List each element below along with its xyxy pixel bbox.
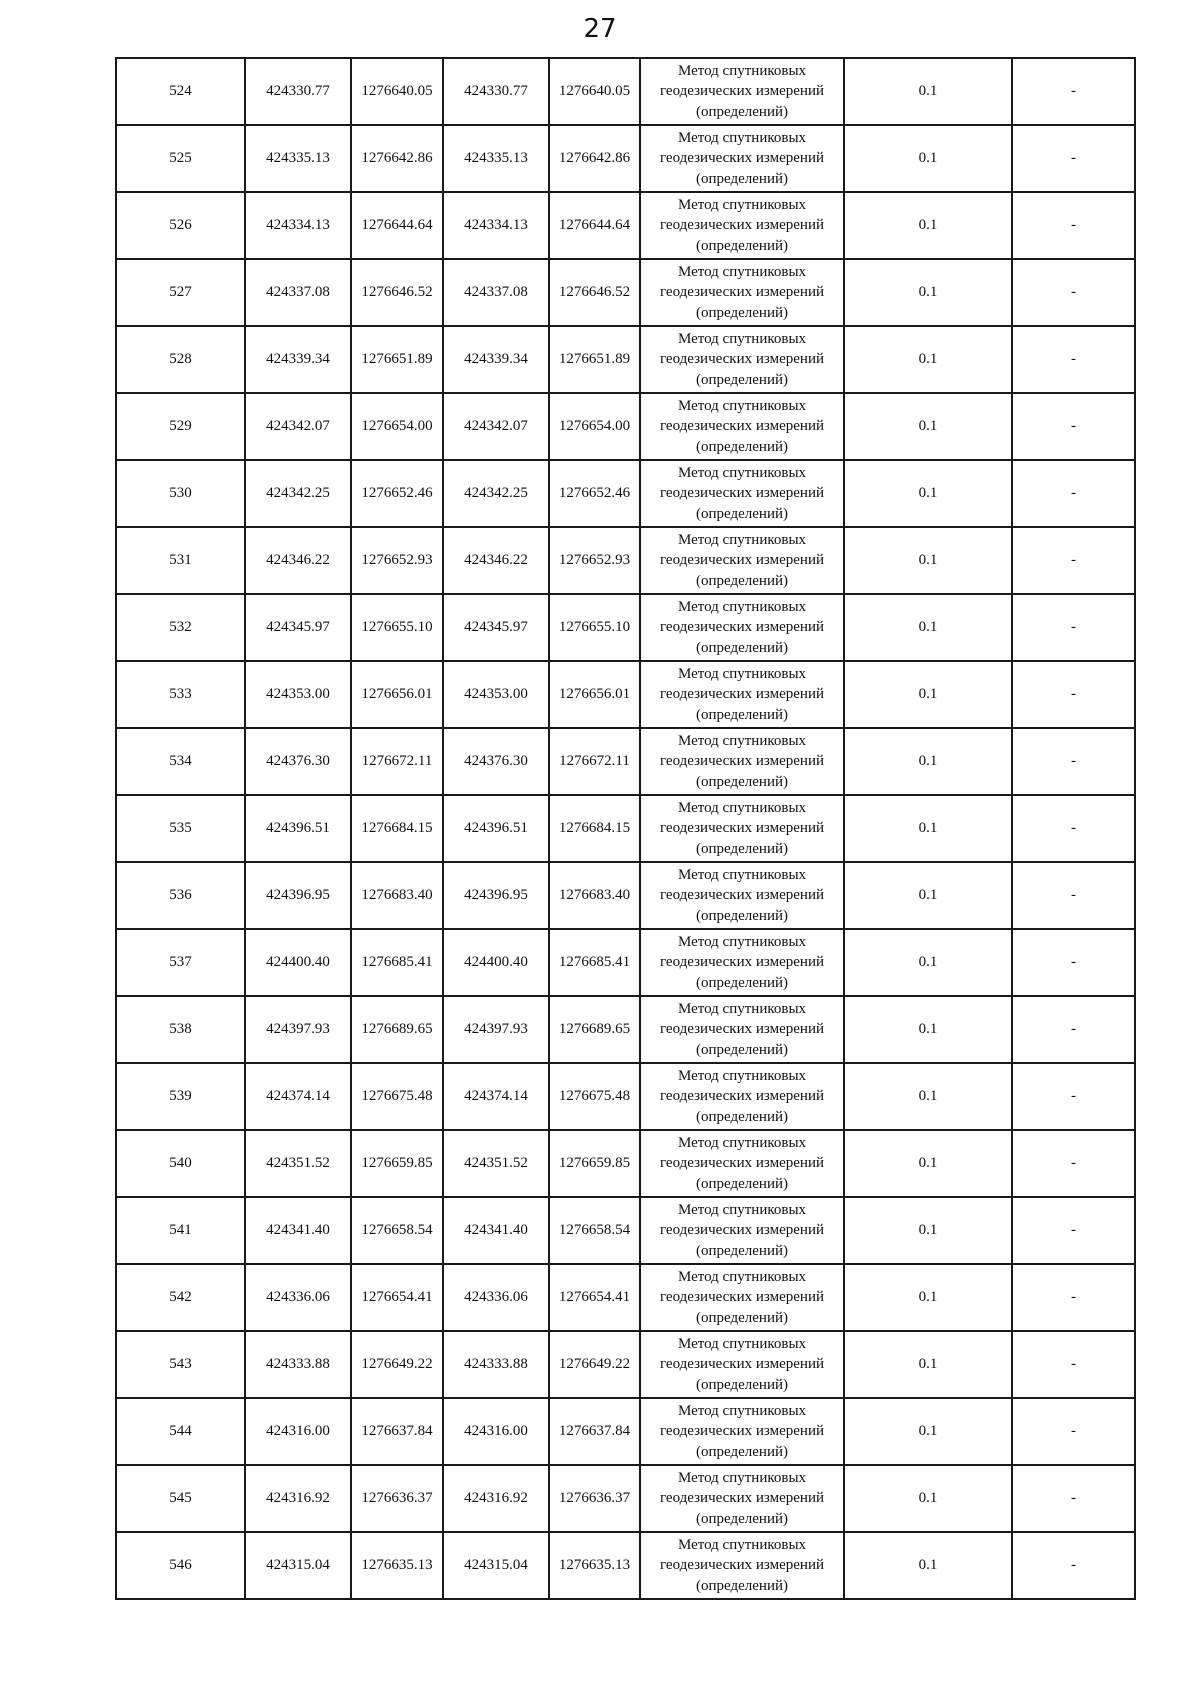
- specified-x-cell: 424396.95: [443, 862, 549, 929]
- specified-x-cell: 424342.07: [443, 393, 549, 460]
- table-row: [116, 1264, 1135, 1331]
- method-line: геодезических измерений: [659, 1356, 825, 1373]
- specified-y-cell: 1276683.40: [549, 862, 640, 929]
- specified-y-cell: 1276689.65: [549, 996, 640, 1063]
- specified-y-cell: 1276655.10: [549, 594, 640, 661]
- method-line: (определений): [696, 1577, 788, 1594]
- specified-y-cell: 1276672.11: [549, 728, 640, 795]
- method-line: (определений): [696, 170, 788, 187]
- method-line: геодезических измерений: [659, 351, 825, 368]
- existing-y-cell: 1276684.15: [351, 795, 443, 862]
- method-cell: [640, 527, 844, 594]
- point-number-cell: 543: [116, 1331, 245, 1398]
- note-cell: -: [1012, 1197, 1135, 1264]
- specified-x-cell: 424397.93: [443, 996, 549, 1063]
- note-cell: -: [1012, 795, 1135, 862]
- method-line: Метод спутниковых: [677, 1067, 807, 1084]
- existing-y-cell: 1276640.05: [351, 58, 443, 125]
- table-row: [116, 1130, 1135, 1197]
- method-line: Метод спутниковых: [677, 1000, 807, 1017]
- note-cell: -: [1012, 929, 1135, 996]
- specified-y-cell: 1276685.41: [549, 929, 640, 996]
- note-cell: -: [1012, 393, 1135, 460]
- specified-y-cell: 1276659.85: [549, 1130, 640, 1197]
- method-line: геодезических измерений: [659, 1490, 825, 1507]
- point-number-cell: 535: [116, 795, 245, 862]
- method-cell: [640, 795, 844, 862]
- method-line: геодезических измерений: [659, 83, 825, 100]
- accuracy-cell: 0.1: [844, 1465, 1012, 1532]
- specified-x-cell: 424351.52: [443, 1130, 549, 1197]
- specified-x-cell: 424374.14: [443, 1063, 549, 1130]
- existing-x-cell: 424346.22: [245, 527, 351, 594]
- accuracy-cell: 0.1: [844, 929, 1012, 996]
- existing-x-cell: 424336.06: [245, 1264, 351, 1331]
- accuracy-cell: 0.1: [844, 1264, 1012, 1331]
- method-line: (определений): [696, 572, 788, 589]
- method-line: геодезических измерений: [659, 1289, 825, 1306]
- specified-x-cell: 424316.92: [443, 1465, 549, 1532]
- existing-x-cell: 424400.40: [245, 929, 351, 996]
- note-cell: -: [1012, 1264, 1135, 1331]
- note-cell: -: [1012, 1331, 1135, 1398]
- method-line: (определений): [696, 706, 788, 723]
- specified-y-cell: 1276658.54: [549, 1197, 640, 1264]
- table-row: [116, 192, 1135, 259]
- method-line: (определений): [696, 1309, 788, 1326]
- specified-y-cell: 1276646.52: [549, 259, 640, 326]
- existing-y-cell: 1276672.11: [351, 728, 443, 795]
- method-line: Метод спутниковых: [677, 1201, 807, 1218]
- method-cell: [640, 1331, 844, 1398]
- method-line: Метод спутниковых: [677, 598, 807, 615]
- note-cell: -: [1012, 460, 1135, 527]
- method-line: геодезических измерений: [659, 887, 825, 904]
- table-row: [116, 795, 1135, 862]
- method-cell: [640, 1264, 844, 1331]
- point-number-cell: 538: [116, 996, 245, 1063]
- method-line: Метод спутниковых: [677, 1268, 807, 1285]
- method-line: (определений): [696, 773, 788, 790]
- method-line: геодезических измерений: [659, 1222, 825, 1239]
- method-cell: [640, 1465, 844, 1532]
- method-cell: [640, 1197, 844, 1264]
- method-line: геодезических измерений: [659, 1021, 825, 1038]
- method-line: (определений): [696, 1041, 788, 1058]
- existing-y-cell: 1276655.10: [351, 594, 443, 661]
- table-row: [116, 1465, 1135, 1532]
- table-row: [116, 527, 1135, 594]
- method-line: геодезических измерений: [659, 1155, 825, 1172]
- existing-y-cell: 1276652.93: [351, 527, 443, 594]
- point-number-cell: 526: [116, 192, 245, 259]
- accuracy-cell: 0.1: [844, 58, 1012, 125]
- point-number-cell: 541: [116, 1197, 245, 1264]
- method-line: геодезических измерений: [659, 284, 825, 301]
- specified-x-cell: 424336.06: [443, 1264, 549, 1331]
- accuracy-cell: 0.1: [844, 393, 1012, 460]
- accuracy-cell: 0.1: [844, 259, 1012, 326]
- existing-x-cell: 424316.92: [245, 1465, 351, 1532]
- existing-x-cell: 424374.14: [245, 1063, 351, 1130]
- method-line: (определений): [696, 1108, 788, 1125]
- accuracy-cell: 0.1: [844, 862, 1012, 929]
- table-row: [116, 460, 1135, 527]
- method-cell: [640, 58, 844, 125]
- point-number-cell: 544: [116, 1398, 245, 1465]
- specified-y-cell: 1276654.41: [549, 1264, 640, 1331]
- method-line: (определений): [696, 103, 788, 120]
- existing-x-cell: 424330.77: [245, 58, 351, 125]
- specified-y-cell: 1276684.15: [549, 795, 640, 862]
- table-row: [116, 326, 1135, 393]
- specified-y-cell: 1276644.64: [549, 192, 640, 259]
- existing-x-cell: 424353.00: [245, 661, 351, 728]
- table-row: [116, 1063, 1135, 1130]
- method-line: (определений): [696, 907, 788, 924]
- method-line: (определений): [696, 1376, 788, 1393]
- specified-y-cell: 1276640.05: [549, 58, 640, 125]
- point-number-cell: 532: [116, 594, 245, 661]
- method-line: геодезических измерений: [659, 619, 825, 636]
- method-line: геодезических измерений: [659, 150, 825, 167]
- existing-x-cell: 424315.04: [245, 1532, 351, 1599]
- specified-y-cell: 1276651.89: [549, 326, 640, 393]
- method-line: Метод спутниковых: [677, 196, 807, 213]
- existing-y-cell: 1276652.46: [351, 460, 443, 527]
- specified-y-cell: 1276656.01: [549, 661, 640, 728]
- table-row: [116, 259, 1135, 326]
- method-line: (определений): [696, 974, 788, 991]
- existing-x-cell: 424337.08: [245, 259, 351, 326]
- accuracy-cell: 0.1: [844, 527, 1012, 594]
- specified-y-cell: 1276652.93: [549, 527, 640, 594]
- specified-x-cell: 424315.04: [443, 1532, 549, 1599]
- existing-y-cell: 1276654.00: [351, 393, 443, 460]
- specified-x-cell: 424396.51: [443, 795, 549, 862]
- table-row: [116, 594, 1135, 661]
- note-cell: -: [1012, 527, 1135, 594]
- accuracy-cell: 0.1: [844, 996, 1012, 1063]
- accuracy-cell: 0.1: [844, 1197, 1012, 1264]
- method-cell: [640, 996, 844, 1063]
- existing-y-cell: 1276683.40: [351, 862, 443, 929]
- specified-x-cell: 424376.30: [443, 728, 549, 795]
- method-cell: [640, 1130, 844, 1197]
- table-row: [116, 393, 1135, 460]
- accuracy-cell: 0.1: [844, 1063, 1012, 1130]
- point-number-cell: 528: [116, 326, 245, 393]
- method-line: Метод спутниковых: [677, 732, 807, 749]
- existing-x-cell: 424333.88: [245, 1331, 351, 1398]
- method-line: геодезических измерений: [659, 954, 825, 971]
- method-line: Метод спутниковых: [677, 799, 807, 816]
- specified-y-cell: 1276642.86: [549, 125, 640, 192]
- method-line: геодезических измерений: [659, 820, 825, 837]
- method-cell: [640, 728, 844, 795]
- coordinates-table: [115, 57, 1136, 1600]
- method-line: (определений): [696, 1510, 788, 1527]
- table-row: [116, 1197, 1135, 1264]
- method-cell: [640, 393, 844, 460]
- existing-y-cell: 1276636.37: [351, 1465, 443, 1532]
- table-row: [116, 125, 1135, 192]
- method-cell: [640, 929, 844, 996]
- method-line: геодезических измерений: [659, 753, 825, 770]
- accuracy-cell: 0.1: [844, 661, 1012, 728]
- method-line: (определений): [696, 438, 788, 455]
- point-number-cell: 531: [116, 527, 245, 594]
- specified-x-cell: 424353.00: [443, 661, 549, 728]
- note-cell: -: [1012, 1398, 1135, 1465]
- accuracy-cell: 0.1: [844, 1398, 1012, 1465]
- specified-y-cell: 1276654.00: [549, 393, 640, 460]
- method-line: Метод спутниковых: [677, 129, 807, 146]
- specified-y-cell: 1276635.13: [549, 1532, 640, 1599]
- method-cell: [640, 1398, 844, 1465]
- method-line: геодезических измерений: [659, 1088, 825, 1105]
- method-line: Метод спутниковых: [677, 330, 807, 347]
- existing-x-cell: 424316.00: [245, 1398, 351, 1465]
- method-line: геодезических измерений: [659, 217, 825, 234]
- specified-y-cell: 1276637.84: [549, 1398, 640, 1465]
- method-line: (определений): [696, 1175, 788, 1192]
- existing-y-cell: 1276654.41: [351, 1264, 443, 1331]
- specified-x-cell: 424339.34: [443, 326, 549, 393]
- existing-y-cell: 1276651.89: [351, 326, 443, 393]
- point-number-cell: 534: [116, 728, 245, 795]
- method-line: (определений): [696, 1242, 788, 1259]
- specified-x-cell: 424345.97: [443, 594, 549, 661]
- existing-y-cell: 1276659.85: [351, 1130, 443, 1197]
- method-line: Метод спутниковых: [677, 1402, 807, 1419]
- existing-x-cell: 424396.95: [245, 862, 351, 929]
- accuracy-cell: 0.1: [844, 1130, 1012, 1197]
- method-line: геодезических измерений: [659, 1423, 825, 1440]
- existing-y-cell: 1276646.52: [351, 259, 443, 326]
- method-line: Метод спутниковых: [677, 1536, 807, 1553]
- table-row: [116, 996, 1135, 1063]
- note-cell: -: [1012, 996, 1135, 1063]
- method-cell: [640, 125, 844, 192]
- method-cell: [640, 259, 844, 326]
- point-number-cell: 527: [116, 259, 245, 326]
- method-line: Метод спутниковых: [677, 1134, 807, 1151]
- existing-y-cell: 1276689.65: [351, 996, 443, 1063]
- method-line: (определений): [696, 1443, 788, 1460]
- point-number-cell: 533: [116, 661, 245, 728]
- point-number-cell: 524: [116, 58, 245, 125]
- existing-x-cell: 424376.30: [245, 728, 351, 795]
- specified-x-cell: 424400.40: [443, 929, 549, 996]
- point-number-cell: 525: [116, 125, 245, 192]
- method-line: геодезических измерений: [659, 1557, 825, 1574]
- point-number-cell: 545: [116, 1465, 245, 1532]
- existing-y-cell: 1276649.22: [351, 1331, 443, 1398]
- method-cell: [640, 1063, 844, 1130]
- method-line: геодезических измерений: [659, 485, 825, 502]
- specified-y-cell: 1276675.48: [549, 1063, 640, 1130]
- page-number: 27: [583, 14, 617, 44]
- note-cell: -: [1012, 862, 1135, 929]
- specified-x-cell: 424346.22: [443, 527, 549, 594]
- method-line: геодезических измерений: [659, 418, 825, 435]
- table-row: [116, 728, 1135, 795]
- method-line: Метод спутниковых: [677, 866, 807, 883]
- point-number-cell: 537: [116, 929, 245, 996]
- existing-x-cell: 424397.93: [245, 996, 351, 1063]
- accuracy-cell: 0.1: [844, 795, 1012, 862]
- specified-x-cell: 424330.77: [443, 58, 549, 125]
- accuracy-cell: 0.1: [844, 594, 1012, 661]
- point-number-cell: 540: [116, 1130, 245, 1197]
- existing-x-cell: 424342.25: [245, 460, 351, 527]
- existing-x-cell: 424341.40: [245, 1197, 351, 1264]
- note-cell: -: [1012, 58, 1135, 125]
- point-number-cell: 536: [116, 862, 245, 929]
- note-cell: -: [1012, 1130, 1135, 1197]
- specified-x-cell: 424316.00: [443, 1398, 549, 1465]
- note-cell: -: [1012, 728, 1135, 795]
- specified-y-cell: 1276649.22: [549, 1331, 640, 1398]
- method-line: Метод спутниковых: [677, 397, 807, 414]
- note-cell: -: [1012, 192, 1135, 259]
- method-cell: [640, 326, 844, 393]
- method-line: Метод спутниковых: [677, 531, 807, 548]
- existing-x-cell: 424335.13: [245, 125, 351, 192]
- specified-x-cell: 424337.08: [443, 259, 549, 326]
- note-cell: -: [1012, 1532, 1135, 1599]
- existing-x-cell: 424351.52: [245, 1130, 351, 1197]
- method-line: (определений): [696, 505, 788, 522]
- point-number-cell: 542: [116, 1264, 245, 1331]
- method-line: Метод спутниковых: [677, 263, 807, 280]
- method-line: Метод спутниковых: [677, 464, 807, 481]
- existing-y-cell: 1276658.54: [351, 1197, 443, 1264]
- existing-y-cell: 1276637.84: [351, 1398, 443, 1465]
- table-row: [116, 1532, 1135, 1599]
- accuracy-cell: 0.1: [844, 326, 1012, 393]
- table-row: [116, 1331, 1135, 1398]
- existing-y-cell: 1276656.01: [351, 661, 443, 728]
- method-cell: [640, 862, 844, 929]
- point-number-cell: 530: [116, 460, 245, 527]
- method-line: Метод спутниковых: [677, 665, 807, 682]
- point-number-cell: 539: [116, 1063, 245, 1130]
- specified-x-cell: 424333.88: [443, 1331, 549, 1398]
- point-number-cell: 546: [116, 1532, 245, 1599]
- specified-x-cell: 424342.25: [443, 460, 549, 527]
- method-line: геодезических измерений: [659, 686, 825, 703]
- note-cell: -: [1012, 594, 1135, 661]
- accuracy-cell: 0.1: [844, 1331, 1012, 1398]
- method-line: (определений): [696, 304, 788, 321]
- method-line: Метод спутниковых: [677, 1469, 807, 1486]
- method-line: геодезических измерений: [659, 552, 825, 569]
- note-cell: -: [1012, 1465, 1135, 1532]
- table-row: [116, 929, 1135, 996]
- table-row: [116, 1398, 1135, 1465]
- accuracy-cell: 0.1: [844, 728, 1012, 795]
- accuracy-cell: 0.1: [844, 1532, 1012, 1599]
- existing-y-cell: 1276675.48: [351, 1063, 443, 1130]
- note-cell: -: [1012, 661, 1135, 728]
- accuracy-cell: 0.1: [844, 125, 1012, 192]
- table-row: [116, 661, 1135, 728]
- table-row: [116, 58, 1135, 125]
- note-cell: -: [1012, 1063, 1135, 1130]
- accuracy-cell: 0.1: [844, 192, 1012, 259]
- specified-y-cell: 1276652.46: [549, 460, 640, 527]
- existing-x-cell: 424345.97: [245, 594, 351, 661]
- note-cell: -: [1012, 326, 1135, 393]
- existing-y-cell: 1276685.41: [351, 929, 443, 996]
- method-line: (определений): [696, 639, 788, 656]
- method-cell: [640, 594, 844, 661]
- note-cell: -: [1012, 125, 1135, 192]
- method-cell: [640, 460, 844, 527]
- method-cell: [640, 661, 844, 728]
- existing-x-cell: 424334.13: [245, 192, 351, 259]
- existing-x-cell: 424339.34: [245, 326, 351, 393]
- accuracy-cell: 0.1: [844, 460, 1012, 527]
- existing-x-cell: 424396.51: [245, 795, 351, 862]
- point-number-cell: 529: [116, 393, 245, 460]
- table-row: [116, 862, 1135, 929]
- specified-y-cell: 1276636.37: [549, 1465, 640, 1532]
- method-line: (определений): [696, 840, 788, 857]
- existing-y-cell: 1276642.86: [351, 125, 443, 192]
- specified-x-cell: 424334.13: [443, 192, 549, 259]
- method-cell: [640, 1532, 844, 1599]
- existing-x-cell: 424342.07: [245, 393, 351, 460]
- table-body: [116, 58, 1135, 1599]
- specified-x-cell: 424335.13: [443, 125, 549, 192]
- method-cell: [640, 192, 844, 259]
- specified-x-cell: 424341.40: [443, 1197, 549, 1264]
- existing-y-cell: 1276635.13: [351, 1532, 443, 1599]
- existing-y-cell: 1276644.64: [351, 192, 443, 259]
- method-line: (определений): [696, 371, 788, 388]
- method-line: (определений): [696, 237, 788, 254]
- method-line: Метод спутниковых: [677, 933, 807, 950]
- method-line: Метод спутниковых: [677, 1335, 807, 1352]
- note-cell: -: [1012, 259, 1135, 326]
- method-line: Метод спутниковых: [677, 62, 807, 79]
